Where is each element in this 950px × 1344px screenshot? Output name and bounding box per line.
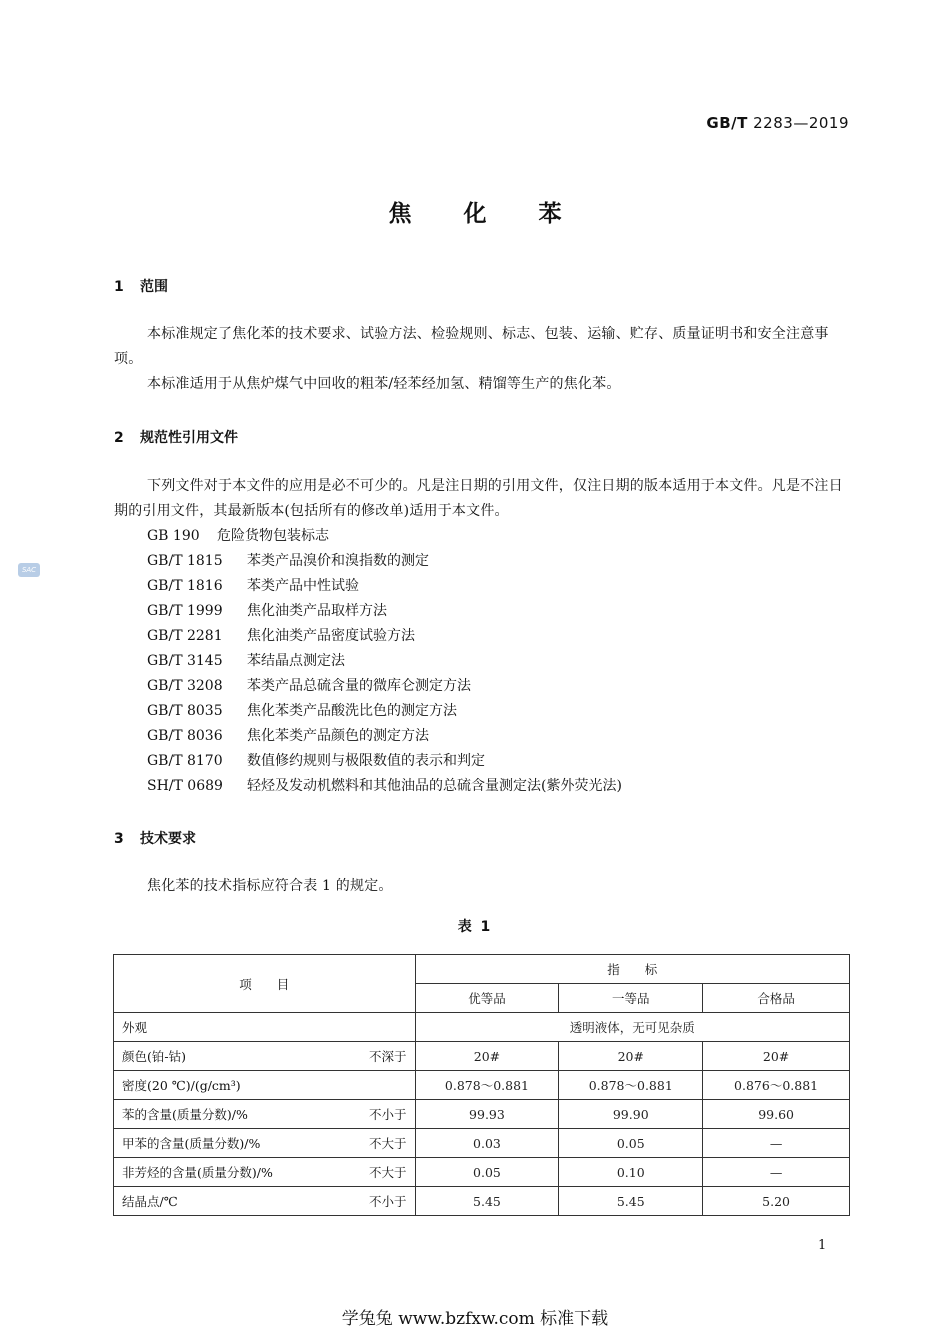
section-3-heading: 3 技术要求	[114, 831, 196, 847]
section-2-heading: 2 规范性引用文件	[114, 430, 238, 446]
document-title: 焦化苯	[388, 201, 614, 227]
row-value: 20#	[415, 1042, 559, 1071]
technical-requirements-paragraph: 焦化苯的技术指标应符合表 1 的规定。	[147, 878, 393, 894]
reference-item: GB/T 1816 苯类产品中性试验	[147, 578, 359, 594]
reference-item: GB/T 2281 焦化油类产品密度试验方法	[147, 628, 415, 644]
references-intro-paragraph: 下列文件对于本文件的应用是必不可少的。凡是注日期的引用文件，仅注日期的版本适用于本文件。凡是不注日期的引用文件，其最新版本(包括所有的修改单)适用于本文件。	[114, 478, 843, 519]
header-index: 指 标	[415, 955, 849, 984]
row-item: 甲苯的含量(质量分数)/% 不大于	[114, 1129, 416, 1158]
row-value: 0.05	[415, 1158, 559, 1187]
table-row	[114, 1129, 850, 1158]
reference-item: GB/T 8036 焦化苯类产品颜色的测定方法	[147, 728, 429, 744]
row-value: 99.60	[703, 1100, 850, 1129]
row-limit: 不大于	[369, 1165, 407, 1180]
row-value: 0.878～0.881	[559, 1071, 703, 1100]
header-item: 项 目	[114, 955, 416, 1013]
standard-number: 2283—2019	[753, 114, 849, 132]
table-row	[114, 1187, 850, 1216]
grade-superior: 优等品	[415, 984, 559, 1013]
row-value: 0.05	[559, 1129, 703, 1158]
row-value: 0.878～0.881	[415, 1071, 559, 1100]
row-value: 透明液体，无可见杂质	[415, 1013, 849, 1042]
specification-table	[113, 954, 850, 1216]
grade-qualified: 合格品	[703, 984, 850, 1013]
grade-first: 一等品	[559, 984, 703, 1013]
section-1-heading: 1 范围	[114, 279, 168, 295]
row-item: 颜色(铂-钴) 不深于	[114, 1042, 416, 1071]
row-value: 0.876～0.881	[703, 1071, 850, 1100]
standard-code	[706, 114, 849, 132]
reference-item: GB/T 8035 焦化苯类产品酸洗比色的测定方法	[147, 703, 457, 719]
row-limit: 不小于	[369, 1194, 407, 1209]
row-value: 5.45	[559, 1187, 703, 1216]
row-value: 0.10	[559, 1158, 703, 1187]
page-number: 1	[818, 1238, 827, 1253]
table-row	[114, 1071, 850, 1100]
table-row	[114, 1042, 850, 1071]
row-value: —	[703, 1158, 850, 1187]
footer-source-link[interactable]: 学兔兔 www.bzfxw.com 标准下载	[341, 1309, 609, 1329]
reference-item: GB/T 1999 焦化油类产品取样方法	[147, 603, 387, 619]
reference-item: GB/T 8170 数值修约规则与极限数值的表示和判定	[147, 753, 485, 769]
table-row	[114, 1100, 850, 1129]
reference-item: GB 190 危险货物包装标志	[147, 528, 329, 544]
reference-item: SH/T 0689 轻烃及发动机燃料和其他油品的总硫含量测定法(紫外荧光法)	[147, 778, 622, 794]
row-value: 5.20	[703, 1187, 850, 1216]
row-item: 密度(20 ℃)/(g/cm³)	[114, 1071, 416, 1100]
row-value: 20#	[559, 1042, 703, 1071]
row-limit: 不小于	[369, 1107, 407, 1122]
scope-paragraph-1: 本标准规定了焦化苯的技术要求、试验方法、检验规则、标志、包装、运输、贮存、质量证明书和安全注意事项。	[114, 326, 829, 367]
scope-paragraph-2: 本标准适用于从焦炉煤气中回收的粗苯/轻苯经加氢、精馏等生产的焦化苯。	[147, 376, 621, 392]
row-value: 0.03	[415, 1129, 559, 1158]
row-limit: 不大于	[369, 1136, 407, 1151]
row-value: 99.90	[559, 1100, 703, 1129]
reference-item: GB/T 3208 苯类产品总硫含量的微库仑测定方法	[147, 678, 471, 694]
sac-watermark-logo: SAC	[18, 563, 40, 577]
reference-item: GB/T 3145 苯结晶点测定法	[147, 653, 345, 669]
table-header-row	[114, 955, 850, 984]
standard-prefix: GB/T	[706, 114, 748, 132]
row-item: 外观	[114, 1013, 416, 1042]
table-row	[114, 1013, 850, 1042]
row-value: 99.93	[415, 1100, 559, 1129]
table-caption: 表 1	[457, 919, 493, 935]
row-item: 苯的含量(质量分数)/% 不小于	[114, 1100, 416, 1129]
reference-item: GB/T 1815 苯类产品溴价和溴指数的测定	[147, 553, 429, 569]
row-value: 20#	[703, 1042, 850, 1071]
row-limit: 不深于	[369, 1049, 407, 1064]
row-item: 结晶点/℃ 不小于	[114, 1187, 416, 1216]
row-value: 5.45	[415, 1187, 559, 1216]
table-row	[114, 1158, 850, 1187]
row-value: —	[703, 1129, 850, 1158]
row-item: 非芳烃的含量(质量分数)/% 不大于	[114, 1158, 416, 1187]
